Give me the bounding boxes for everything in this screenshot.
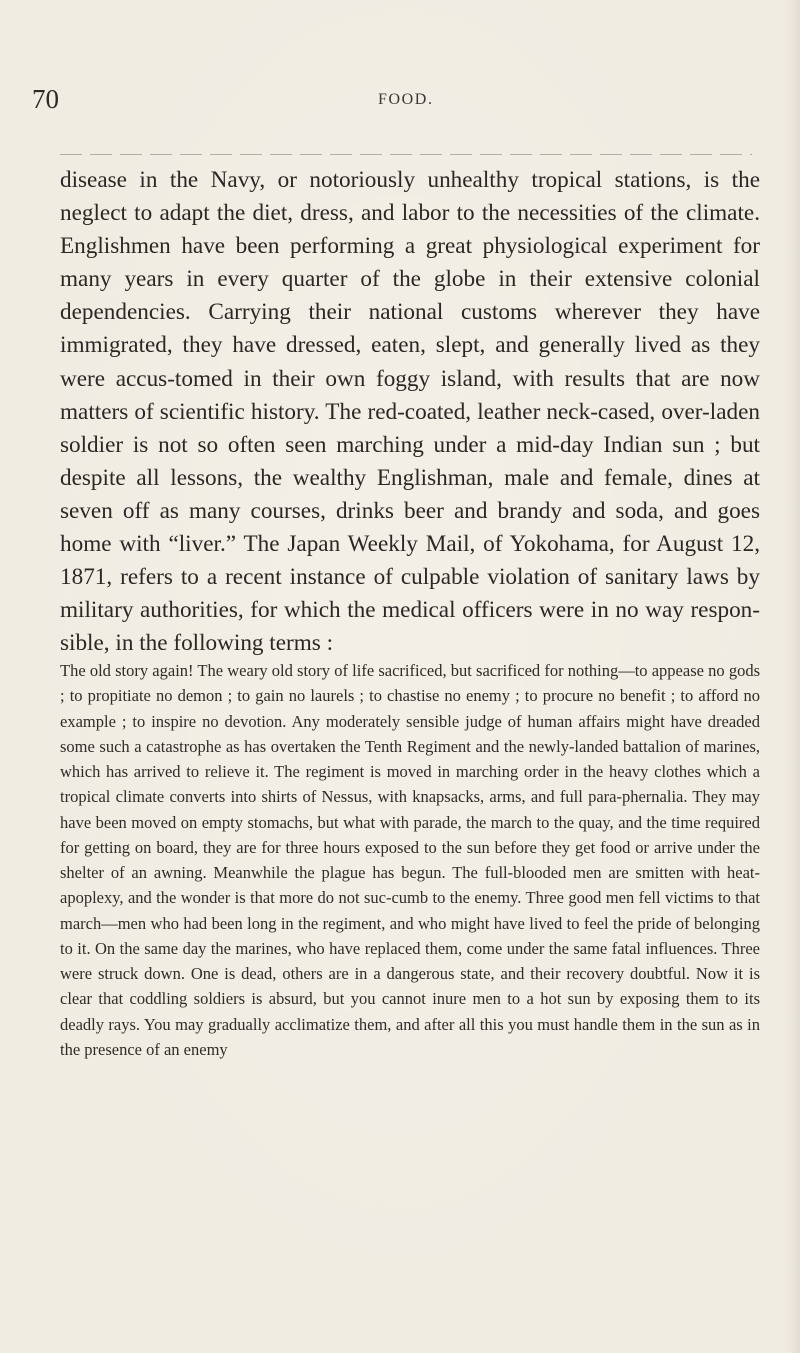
quoted-extract: The old story again! The weary old story of life sacrificed, but sacrificed for nothing—to appease no gods ; to propitiate no demon ; to gain no laurels ; to chastise no enemy ; to procure no benefit ; to afford no example ; to inspire no devotion. Any moderately sensible judge of human affairs might have dreaded some such a catastrophe as has overtaken the Tenth Regiment and the newly-landed battalion of marines, which has arrived to relieve it. The regiment is moved in marching order in the heavy clothes which a tropical climate converts into shirts of Nessus, with knapsacks, arms, and full para-phernalia. They may have been moved on empty stomachs, but what with parade, the march to the quay, and the time required for getting on board, they are for three hours exposed to the sun before they get food or arrive under the shelter of an awning. Meanwhile the plague has begun. The full-blooded men are smitten with heat-apoplexy, and the wonder is that more do not suc-cumb to the enemy. Three good men fell victims to that march—men who had been long in the regiment, and who might have lived to feel the pride of belonging to it. On the same day the marines, who have replaced them, come under the same fatal influences. Three were struck down. One is dead, others are in a dangerous state, and their recovery doubtful. Now it is clear that coddling soldiers is absurd, but you cannot inure men to a hot sun by exposing them to its deadly rays. You may gradually acclimatize them, and after all this you must handle them in the sun as in the presence of an enemy — [60, 661, 760, 1059]
running-head: FOOD. — [378, 91, 434, 108]
page-header — [32, 84, 768, 118]
body-paragraph: disease in the Navy, or notoriously unhealthy tropical stations, is the neglect to adapt the diet, dress, and labor to the necessities of the climate. Englishmen have been performing a great physiological experiment for many years in every quarter of the globe in their extensive colonial dependencies. Carrying their national customs wherever they have immigrated, they have dressed, eaten, slept, and generally lived as they were accus-tomed in their own foggy island, with results that are now matters of scientific history. The red-coated, leather neck-cased, over-laden soldier is not so often seen marching under a mid-day Indian sun ; but despite all lessons, the wealthy Englishman, male and female, dines at seven off as many courses, drinks beer and brandy and soda, and goes home with “liver.” The Japan Weekly Mail, of Yokohama, for August 12, 1871, refers to a recent instance of culpable violation of sanitary laws by military authorities, for which the medical officers were in no way respon-sible, in the following terms : — [60, 167, 760, 657]
header-rule — [60, 154, 752, 155]
page-edge-shadow — [786, 0, 800, 1353]
page-number: 70 — [32, 84, 59, 114]
